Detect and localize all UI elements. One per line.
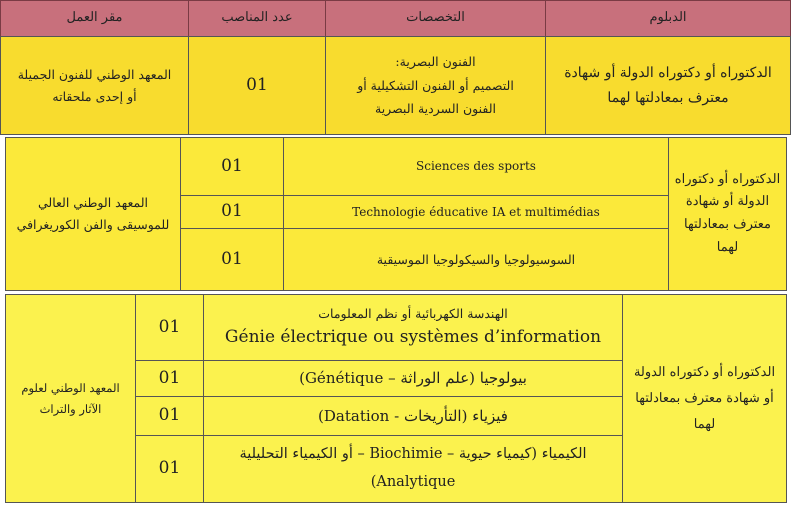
positions-cell: 01	[135, 396, 204, 436]
positions-cell: 01	[135, 294, 204, 361]
specialty-cell: بيولوجيا (علم الوراثة – Génétique)	[203, 360, 623, 397]
specialty-cell: Technologie éducative IA et multimédias	[283, 195, 669, 229]
specialty-french: Génie électrique ou systèmes d’information	[224, 326, 602, 347]
specialty-cell: فيزياء (التأريخات - Datation)	[203, 396, 623, 436]
diploma-cell: الدكتوراه أو دكتوراه الدولة أو شهادة معترف بمعادلتها لهما	[622, 294, 787, 503]
specialty-cell	[203, 294, 623, 361]
header-diploma: الدبلوم	[545, 0, 791, 37]
workplace-cell: المعهد الوطني للفنون الجميلة أو إحدى ملحقاته	[0, 36, 189, 135]
specialty-arabic: الهندسة الكهربائية أو نظم المعلومات	[318, 305, 508, 321]
positions-cell: 01	[180, 137, 284, 196]
header-positions: عدد المناصب	[188, 0, 326, 37]
specialty-cell: السوسيولوجيا والسيكولوجيا الموسيقية	[283, 228, 669, 291]
diploma-cell: الدكتوراه أو دكتوراه الدولة أو شهادة معترف بمعادلتها لهما	[545, 36, 791, 135]
workplace-cell: المعهد الوطني العالي للموسيقى والفن الكوريغرافي	[5, 137, 181, 291]
positions-cell: 01	[180, 195, 284, 229]
header-workplace: مقر العمل	[0, 0, 189, 37]
specialty-cell: الفنون البصرية: التصميم أو الفنون التشكيلية أو الفنون السردية البصرية	[325, 36, 546, 135]
positions-cell: 01	[180, 228, 284, 291]
header-specialties: التخصصات	[325, 0, 546, 37]
positions-cell: 01	[135, 435, 204, 503]
specialty-cell: الكيمياء (كيمياء حيوية – Biochimie – أو الكيمياء التحليلية Analytique)	[203, 435, 623, 503]
workplace-cell: المعهد الوطني لعلوم الآثار والتراث	[5, 294, 136, 503]
specialty-cell: Sciences des sports	[283, 137, 669, 196]
positions-cell: 01	[135, 360, 204, 397]
diploma-cell: الدكتوراه أو دكتوراه الدولة أو شهادة معترف بمعادلتها لهما	[668, 137, 787, 291]
positions-cell: 01	[188, 36, 326, 135]
